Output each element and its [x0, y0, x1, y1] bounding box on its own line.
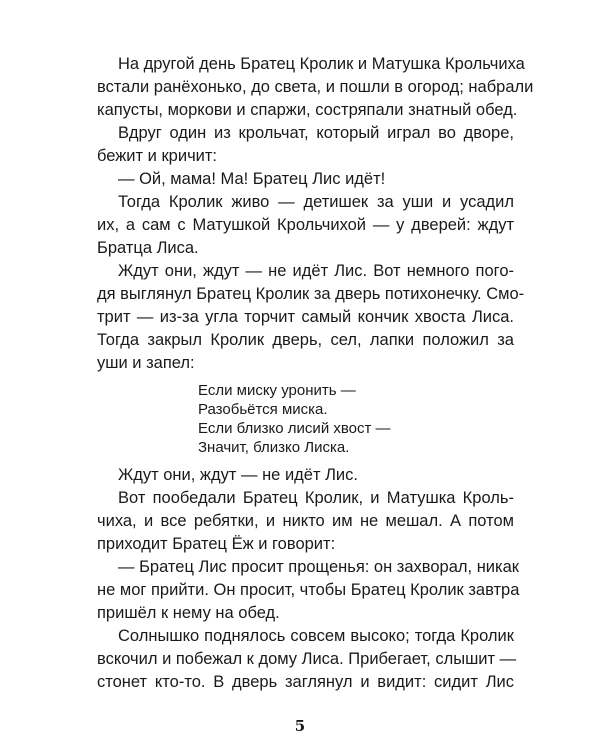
text-line: Братца Лиса.	[97, 239, 199, 257]
text-line: чиха, и все ребятки, и никто им не мешал. А потом	[97, 512, 514, 530]
page-number: 5	[294, 717, 306, 735]
text-line: их, а сам с Матушкой Крольчихой — у дверей: ждут	[97, 216, 514, 234]
text-block-after-poem	[97, 464, 520, 694]
poem-line: Разобьётся миска.	[198, 401, 328, 418]
text-line: — Ой, мама! Ма! Братец Лис идёт!	[118, 170, 386, 188]
text-line: трит — из-за угла торчит самый кончик хвоста Лиса.	[97, 308, 514, 326]
poem-line: Значит, близко Лиска.	[198, 439, 350, 456]
poem	[198, 381, 391, 457]
text-line: капусты, моркови и спаржи, состряпали знатный обед.	[97, 101, 518, 119]
text-line: Тогда закрыл Кролик дверь, сел, лапки положил за	[97, 331, 514, 349]
text-line: Ждут они, ждут — не идёт Лис. Вот немного пого-	[118, 262, 514, 280]
text-line: Ждут они, ждут — не идёт Лис.	[118, 466, 358, 484]
text-line: На другой день Братец Кролик и Матушка Крольчиха	[118, 55, 525, 73]
text-line: приходит Братец Ёж и говорит:	[97, 535, 336, 553]
text-line: уши и запел:	[97, 354, 195, 372]
text-line: не мог прийти. Он просит, чтобы Братец Кролик завтра	[97, 581, 520, 599]
text-line: Солнышко поднялось совсем высоко; тогда Кролик	[118, 627, 514, 645]
text-line: дя выглянул Братец Кролик за дверь потихонечку. Смо-	[97, 285, 525, 303]
text-line: вскочил и побежал к дому Лиса. Прибегает, слышит —	[97, 650, 517, 668]
text-line: встали ранёхонько, до света, и пошли в огород; набрали	[97, 78, 534, 96]
text-line: пришёл к нему на обед.	[97, 604, 280, 622]
text-line: Тогда Кролик живо — детишек за уши и усадил	[118, 193, 514, 211]
poem-line: Если близко лисий хвост —	[198, 420, 391, 437]
poem-line: Если миску уронить —	[198, 382, 356, 399]
text-line: Вот пообедали Братец Кролик, и Матушка Кроль-	[118, 489, 514, 507]
text-block-before-poem	[97, 53, 534, 375]
text-line: Вдруг один из крольчат, который играл во дворе,	[118, 124, 514, 142]
text-line: стонет кто-то. В дверь заглянул и видит: сидит Лис	[97, 673, 514, 691]
text-line: — Братец Лис просит прощенья: он захворал, никак	[118, 558, 520, 576]
text-line: бежит и кричит:	[97, 147, 218, 165]
